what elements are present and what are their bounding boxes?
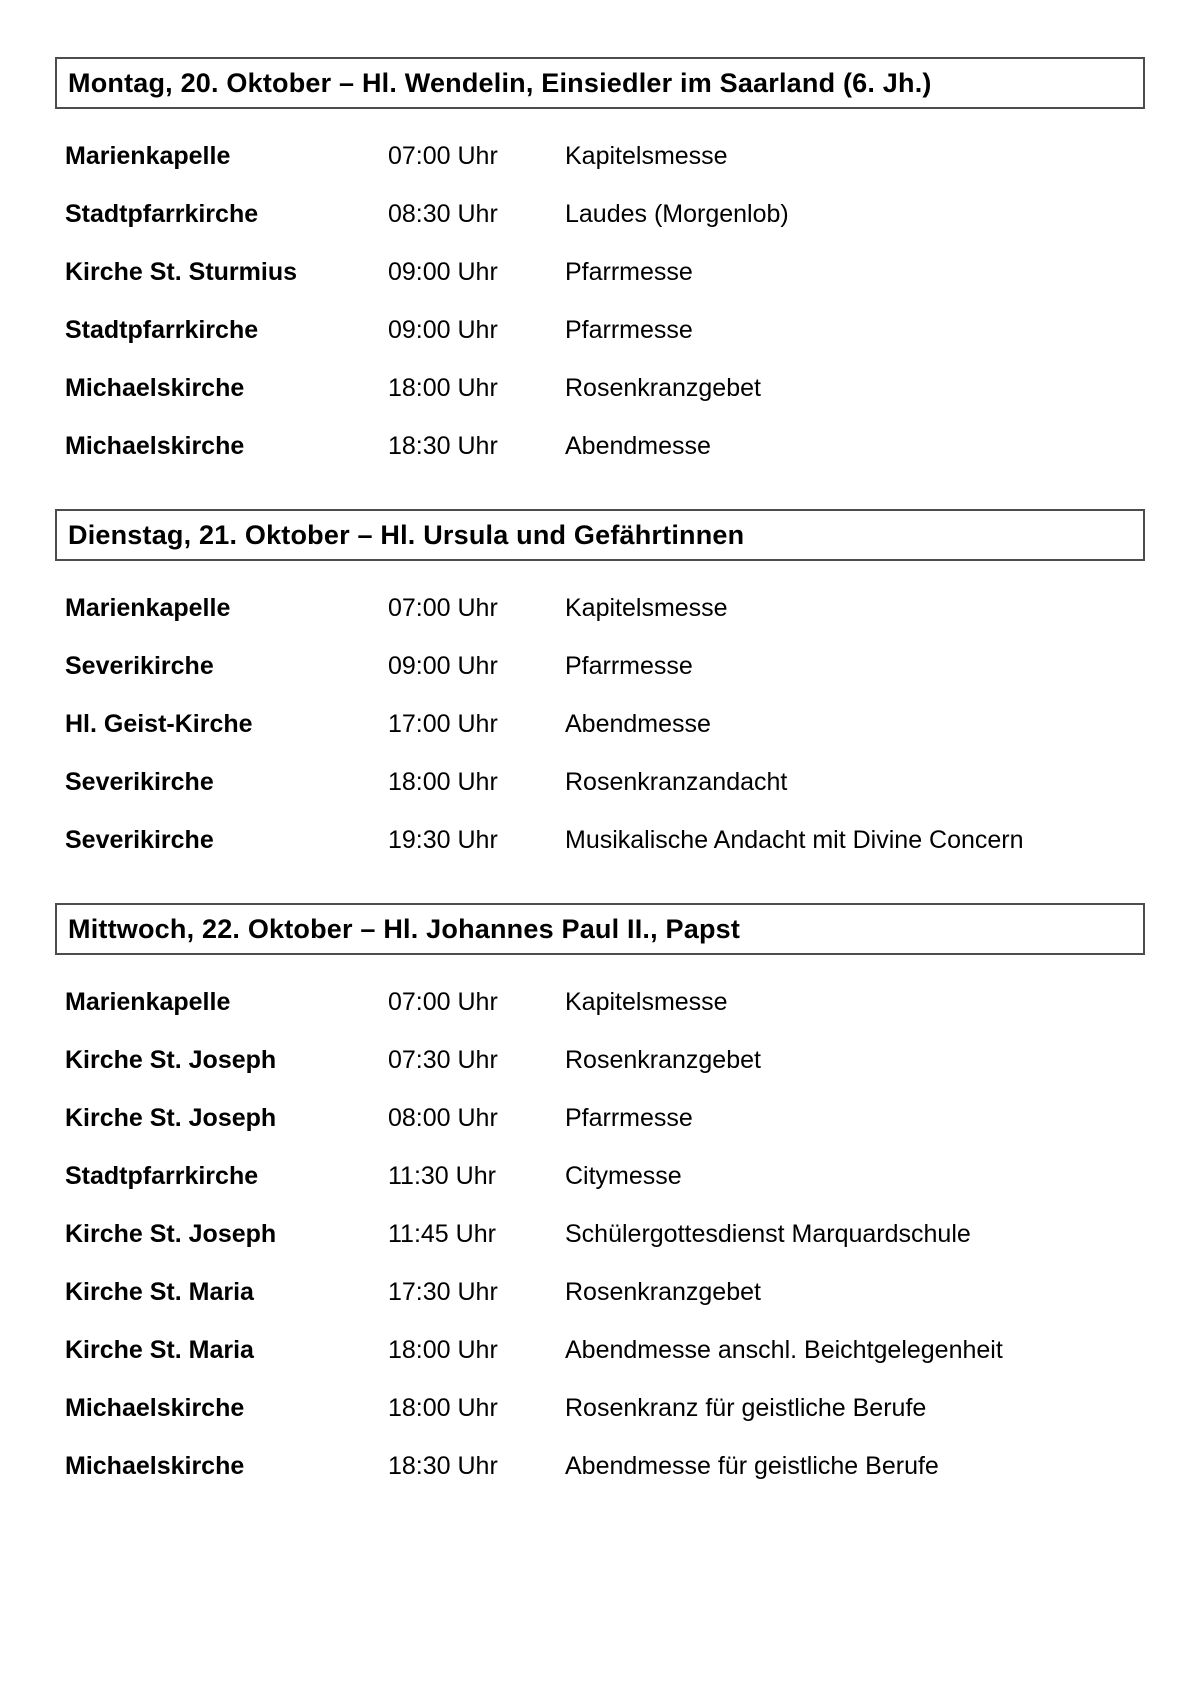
schedule-row	[65, 1278, 1145, 1307]
time-cell: 07:30 Uhr	[388, 1046, 498, 1074]
time-cell: 11:30 Uhr	[388, 1162, 496, 1190]
time-cell: 07:00 Uhr	[388, 142, 498, 170]
time-cell: 18:00 Uhr	[388, 374, 498, 402]
event-cell: Rosenkranzgebet	[565, 1046, 761, 1074]
time-cell: 18:30 Uhr	[388, 1452, 498, 1480]
event-cell: Abendmesse für geistliche Berufe	[565, 1452, 939, 1480]
schedule-row	[65, 1046, 1145, 1075]
location-cell: Severikirche	[65, 826, 214, 854]
day-header-title: Dienstag, 21. Oktober – Hl. Ursula und Gefährtinnen	[68, 519, 745, 550]
location-cell: Severikirche	[65, 768, 214, 796]
schedule-row	[65, 594, 1145, 623]
schedule-sections	[55, 57, 1145, 1481]
schedule-row	[65, 1394, 1145, 1423]
time-cell: 18:30 Uhr	[388, 432, 498, 460]
location-cell: Michaelskirche	[65, 432, 245, 460]
schedule-row	[65, 768, 1145, 797]
schedule-row	[65, 826, 1145, 855]
time-cell: 17:00 Uhr	[388, 710, 498, 738]
location-cell: Marienkapelle	[65, 142, 231, 170]
event-cell: Rosenkranz für geistliche Berufe	[565, 1394, 927, 1422]
day-header-box	[55, 57, 1145, 109]
day-section	[55, 509, 1145, 855]
event-cell: Abendmesse	[565, 432, 711, 460]
day-header-box	[55, 509, 1145, 561]
location-cell: Marienkapelle	[65, 594, 231, 622]
schedule-row	[65, 374, 1145, 403]
event-cell: Kapitelsmesse	[565, 988, 728, 1016]
event-cell: Pfarrmesse	[565, 1104, 693, 1132]
service-rows	[55, 988, 1145, 1481]
time-cell: 18:00 Uhr	[388, 1336, 498, 1364]
event-cell: Musikalische Andacht mit Divine Concern	[565, 826, 1024, 854]
schedule-row	[65, 710, 1145, 739]
time-cell: 07:00 Uhr	[388, 988, 498, 1016]
location-cell: Michaelskirche	[65, 374, 245, 402]
event-cell: Pfarrmesse	[565, 652, 693, 680]
event-cell: Pfarrmesse	[565, 258, 693, 286]
location-cell: Stadtpfarrkirche	[65, 200, 259, 228]
event-cell: Laudes (Morgenlob)	[565, 200, 789, 228]
location-cell: Kirche St. Joseph	[65, 1046, 277, 1074]
time-cell: 11:45 Uhr	[388, 1220, 496, 1248]
location-cell: Kirche St. Joseph	[65, 1220, 277, 1248]
time-cell: 07:00 Uhr	[388, 594, 498, 622]
location-cell: Severikirche	[65, 652, 214, 680]
schedule-row	[65, 200, 1145, 229]
time-cell: 18:00 Uhr	[388, 768, 498, 796]
schedule-row	[65, 1452, 1145, 1481]
day-section	[55, 57, 1145, 461]
schedule-row	[65, 1104, 1145, 1133]
event-cell: Kapitelsmesse	[565, 594, 728, 622]
time-cell: 08:00 Uhr	[388, 1104, 498, 1132]
schedule-row	[65, 142, 1145, 171]
day-header-box	[55, 903, 1145, 955]
location-cell: Kirche St. Sturmius	[65, 258, 297, 286]
location-cell: Kirche St. Maria	[65, 1278, 254, 1306]
location-cell: Michaelskirche	[65, 1452, 245, 1480]
event-cell: Rosenkranzgebet	[565, 374, 761, 402]
schedule-row	[65, 1162, 1145, 1191]
event-cell: Rosenkranzgebet	[565, 1278, 761, 1306]
time-cell: 08:30 Uhr	[388, 200, 498, 228]
location-cell: Michaelskirche	[65, 1394, 245, 1422]
time-cell: 09:00 Uhr	[388, 258, 498, 286]
event-cell: Kapitelsmesse	[565, 142, 728, 170]
time-cell: 09:00 Uhr	[388, 652, 498, 680]
schedule-row	[65, 432, 1145, 461]
day-section	[55, 903, 1145, 1481]
event-cell: Schülergottesdienst Marquardschule	[565, 1220, 971, 1248]
schedule-row	[65, 988, 1145, 1017]
event-cell: Citymesse	[565, 1162, 682, 1190]
event-cell: Pfarrmesse	[565, 316, 693, 344]
day-header-title: Montag, 20. Oktober – Hl. Wendelin, Einsiedler im Saarland (6. Jh.)	[68, 67, 932, 98]
location-cell: Marienkapelle	[65, 988, 231, 1016]
time-cell: 19:30 Uhr	[388, 826, 498, 854]
time-cell: 17:30 Uhr	[388, 1278, 498, 1306]
service-rows	[55, 142, 1145, 461]
location-cell: Stadtpfarrkirche	[65, 1162, 259, 1190]
location-cell: Stadtpfarrkirche	[65, 316, 259, 344]
schedule-row	[65, 258, 1145, 287]
service-rows	[55, 594, 1145, 855]
time-cell: 18:00 Uhr	[388, 1394, 498, 1422]
time-cell: 09:00 Uhr	[388, 316, 498, 344]
event-cell: Abendmesse anschl. Beichtgelegenheit	[565, 1336, 1003, 1364]
schedule-row	[65, 1220, 1145, 1249]
schedule-row	[65, 316, 1145, 345]
schedule-row	[65, 652, 1145, 681]
schedule-row	[65, 1336, 1145, 1365]
event-cell: Rosenkranzandacht	[565, 768, 788, 796]
day-header-title: Mittwoch, 22. Oktober – Hl. Johannes Paul II., Papst	[68, 913, 741, 944]
location-cell: Kirche St. Maria	[65, 1336, 254, 1364]
event-cell: Abendmesse	[565, 710, 711, 738]
location-cell: Hl. Geist-Kirche	[65, 710, 253, 738]
location-cell: Kirche St. Joseph	[65, 1104, 277, 1132]
